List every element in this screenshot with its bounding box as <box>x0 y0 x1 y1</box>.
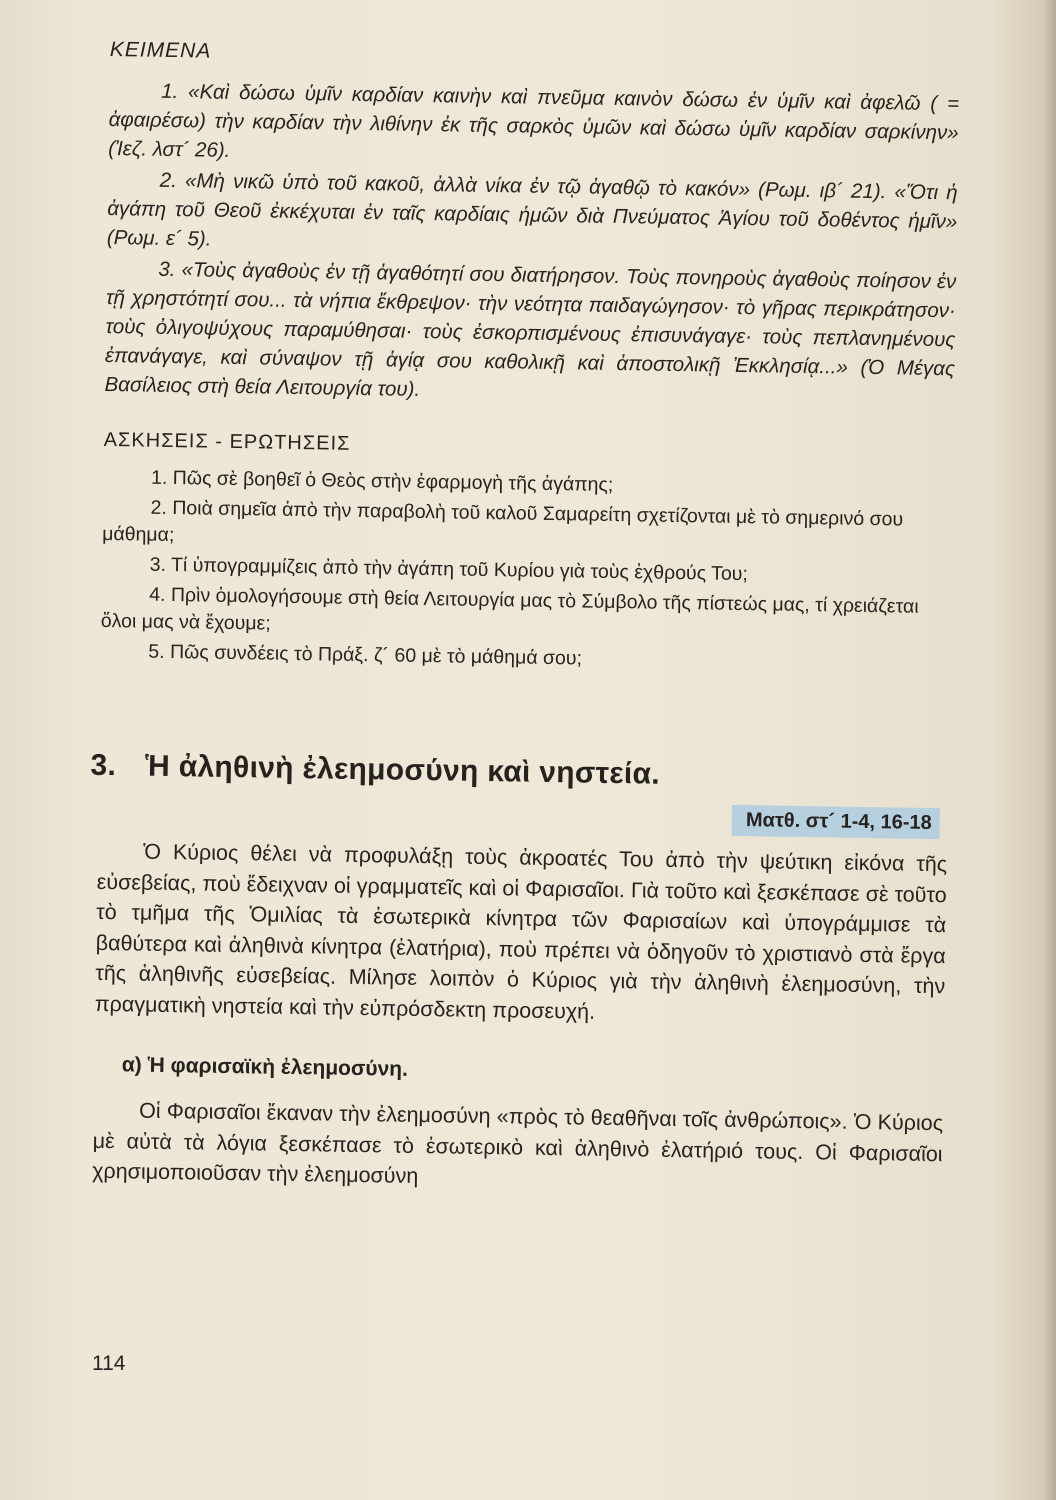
subsection-heading: α) Ἡ φαρισαϊκὴ ἐλεημοσύνη. <box>121 1053 409 1081</box>
exercises-heading: ΑΣΚΗΣΕΙΣ - ΕΡΩΤΗΣΕΙΣ <box>103 428 351 455</box>
chapter-title-text: Ἡ ἀληθινὴ ἐλεημοσύνη καὶ νηστεία. <box>144 749 661 791</box>
exercise-question: 2. Ποιὰ σημεῖα ἀπὸ τὴν παραβολὴ τοῦ καλοῦ Σαμαρείτη σχετίζονται μὲ τὸ σημερινό σου μάθημα; <box>102 496 904 547</box>
chapter-number: 3. <box>90 748 117 783</box>
scripture-reference-row <box>98 795 940 839</box>
book-spine-shadow <box>1042 0 1056 1500</box>
quote-paragraph: 1. «Καὶ δώσω ὑμῖν καρδίαν καινὴν καὶ πνεῦμα καινὸν δώσω ἐν ὑμῖν καὶ ἀφελῶ ( = ἀφαιρέσω) τὴν καρδίαν τὴν λιθίνην ἐκ τῆς σαρκὸς ὑμῶν καὶ δώσω ὑμῖν καρδίαν σαρκίνην» (Ἰεζ. λστ´ 26). <box>108 79 960 162</box>
quote-paragraph: 2. «Μὴ νικῶ ὑπὸ τοῦ κακοῦ, ἀλλὰ νίκα ἐν τῷ ἀγαθῷ τὸ κακόν» (Ρωμ. ιβ´ 21). «Ὅτι ἡ ἀγάπη τοῦ Θεοῦ ἐκκέχυται ἐν ταῖς καρδίαις ἡμῶν διὰ Πνεύματος Ἁγίου τοῦ δοθέντος ἡμῖν» (Ρωμ. ε´ 5). <box>106 168 958 251</box>
exercise-question: 1. Πῶς σὲ βοηθεῖ ὁ Θεὸς στὴν ἐφαρμογὴ τῆς ἀγάπης; <box>150 466 614 496</box>
intro-paragraph: Ὁ Κύριος θέλει νὰ προφυλάξῃ τοὺς ἀκροατές Του ἀπὸ τὴν ψεύτικη εἰκόνα τῆς εὐσεβείας, ποὺ ἔδειχναν οἱ γραμματεῖς καὶ οἱ Φαρισαῖοι. Γιὰ τοῦτο καὶ ξεσκέπασε σὲ τοῦτο τὸ τμῆμα τῆς Ὁμιλίας τὰ ἐσωτερικὰ κίνητρα τῶν Φαρισαίων καὶ ὑπογράμμισε τὰ βαθύτερα καὶ ἀληθινὰ κίνητρα (ἐλατήρια), ποὺ πρέπει νὰ ὁδηγοῦν τὸ χριστιανὸ στὰ ἔργα τῆς ἀληθινῆς εὐσεβείας. Μίλησε λοιπὸν ὁ Κύριος γιὰ τὴν ἀληθινὴ ἐλεημοσύνη, τὴν πραγματικὴ νηστεία καὶ τὴν εὐπρόσδεκτη προσευχή. <box>94 839 948 1024</box>
exercise-question: 5. Πῶς συνδέεις τὸ Πράξ. ζ´ 60 μὲ τὸ μάθημά σου; <box>148 640 583 670</box>
page-number: 114 <box>92 1352 126 1375</box>
chapter-title <box>90 749 948 796</box>
scripture-reference: Ματθ. στ´ 1-4, 16-18 <box>732 805 940 839</box>
exercise-question: 4. Πρὶν ὁμολογήσουμε στὴ θεία Λειτουργία μας τὸ Σύμβολο τῆς πίστεώς μας, τί χρειάζεται ὅλοι μας νὰ ἔχουμε; <box>100 583 919 635</box>
subsection-paragraph: Οἱ Φαρισαῖοι ἔκαναν τὴν ἐλεημοσύνη «πρὸς τὸ θεαθῆναι τοῖς ἀνθρώποις». Ὁ Κύριος μὲ αὐτὰ τὰ λόγια ξεσκέπασε τὸ ἐσωτερικὸ καὶ ἀληθινὸ ἐλατήριό τους. Οἱ Φαρισαῖοι χρησιμοποιοῦσαν τὴν ἐλεημοσύνη <box>92 1098 944 1188</box>
exercise-question: 3. Τί ὑπογραμμίζεις ἀπὸ τὴν ἀγάπη τοῦ Κυρίου γιὰ τοὺς ἐχθρούς Του; <box>149 553 749 586</box>
quote-paragraph: 3. «Τοὺς ἀγαθοὺς ἐν τῇ ἀγαθότητί σου διατήρησον. Τοὺς πονηροὺς ἀγαθοὺς ποίησον ἐν τῇ χρηστότητί σου... τὰ νήπια ἔκθρεψον· τὴν νεότητα παιδαγώγησον· τὸ γῆρας περικράτησον· τοὺς ὀλιγοψύχους παραμύθησαι· τοὺς ἐσκορπισμένους ἐπισυνάγαγε· τοὺς πεπλανημένους ἐπανάγαγε, καὶ σύναψον τῇ ἁγίᾳ σου καθολικῇ καὶ ἀποστολικῇ Ἐκκλησίᾳ...» (Ὁ Μέγας Βασίλειος στὴ θεία Λειτουργία του). <box>104 257 957 401</box>
page-content <box>92 38 960 1200</box>
section-label: ΚΕΙΜΕΝΑ <box>109 38 212 63</box>
